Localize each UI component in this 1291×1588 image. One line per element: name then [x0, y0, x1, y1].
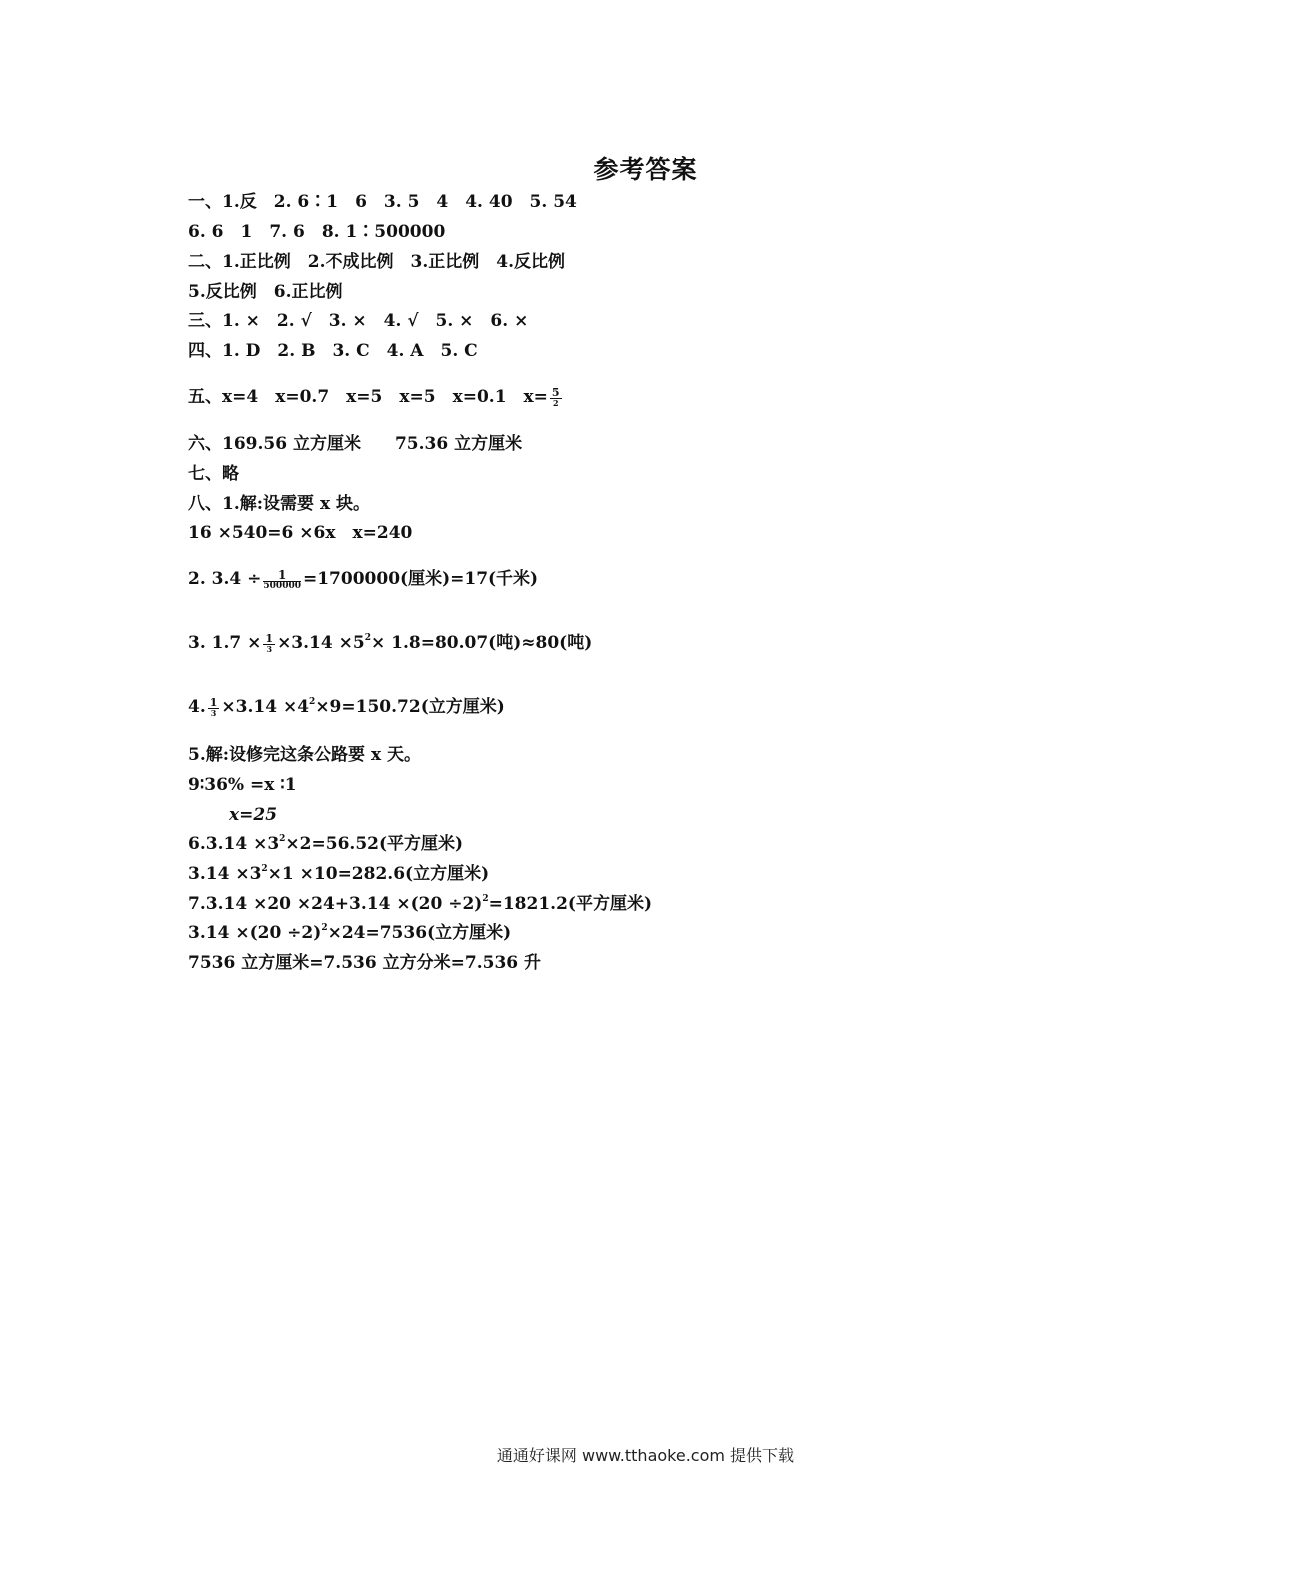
- answer-line-ba-6a: $6.3.14 \times 3^2\times 2=56.52$(平方厘米): [188, 834, 464, 854]
- answer-line-liu: 六、169.56 立方厘米 75.36 立方厘米: [188, 434, 523, 454]
- answer-line-5: 三、1. × 2. √ 3. × 4. √ 5. × 6. ×: [188, 311, 529, 331]
- answer-line-ba-1: 八、1.解:设需要 x 块。: [188, 494, 370, 514]
- answer-line-ba-7a: $7.3.14 \times 20 \times 24+3.14 \times(20 \div 2)^2=1821.2$(平方厘米): [188, 894, 653, 914]
- answer-line-ba-7b: $3.14 \times(20 \div 2)^2\times 24=7536$(立方厘米): [188, 923, 512, 943]
- answer-line-4: 5.反比例 6.正比例: [188, 282, 343, 302]
- footer-watermark: 通通好课网 www.tthaoke.com 提供下载: [496, 1446, 795, 1465]
- fraction: $\frac{1}{3}$: [265, 632, 274, 654]
- fraction: $\frac{1}{3}$: [209, 696, 218, 718]
- fraction: $\frac{1}{500000}$: [263, 568, 301, 589]
- answer-line-qi: 七、略: [188, 464, 239, 484]
- answer-line-wu: [188, 386, 564, 408]
- answer-line-ba-5: 5.解:设修完这条公路要 x 天。: [188, 745, 421, 765]
- answer-line-6: 四、1. D 2. B 3. C 4. A 5. C: [188, 341, 478, 361]
- answer-line-1: 一、1.反 2. 6∶1 6 3. 5 4 4. 40 5. 54: [188, 192, 577, 212]
- answer-line-ba-4: 4. $\frac{1}{3}$ $\times 3.14 \times 4^2\times 9=150.72$(立方厘米): [188, 696, 505, 718]
- answer-line-ba-5-eq: 9∶36% =x ∶1: [188, 775, 297, 795]
- answer-line-ba-1-eq: 16 ×540=6 ×6x x=240: [188, 523, 413, 543]
- page-title: 参考答案: [593, 155, 698, 184]
- answer-line-ba-2: 2. 3.4 ÷ $\frac{1}{500000}$ =1700000(厘米)=17(千米): [188, 568, 539, 589]
- wu-prefix: 五、x=4 x=0.7 x=5 x=5 x=0.1 x=: [188, 387, 548, 407]
- answer-line-ba-3: 3. 1.7 × $\frac{1}{3}$ $\times 3.14 \times 5^2\times 1.8=80.07$(吨)≈80(吨): [188, 632, 593, 654]
- answer-line-ba-5-result: x=25: [229, 805, 278, 825]
- fraction: $\frac{5}{2}$: [551, 386, 560, 408]
- answer-line-2: 6. 6 1 7. 6 8. 1∶500000: [188, 222, 446, 242]
- answer-line-3: 二、1.正比例 2.不成比例 3.正比例 4.反比例: [188, 252, 565, 272]
- answer-line-ba-7c: 7536 立方厘米=7.536 立方分米=7.536 升: [188, 953, 542, 973]
- answer-line-ba-6b: $3.14 \times 3^2\times 1 \times 10=282.6$(立方厘米): [188, 864, 490, 884]
